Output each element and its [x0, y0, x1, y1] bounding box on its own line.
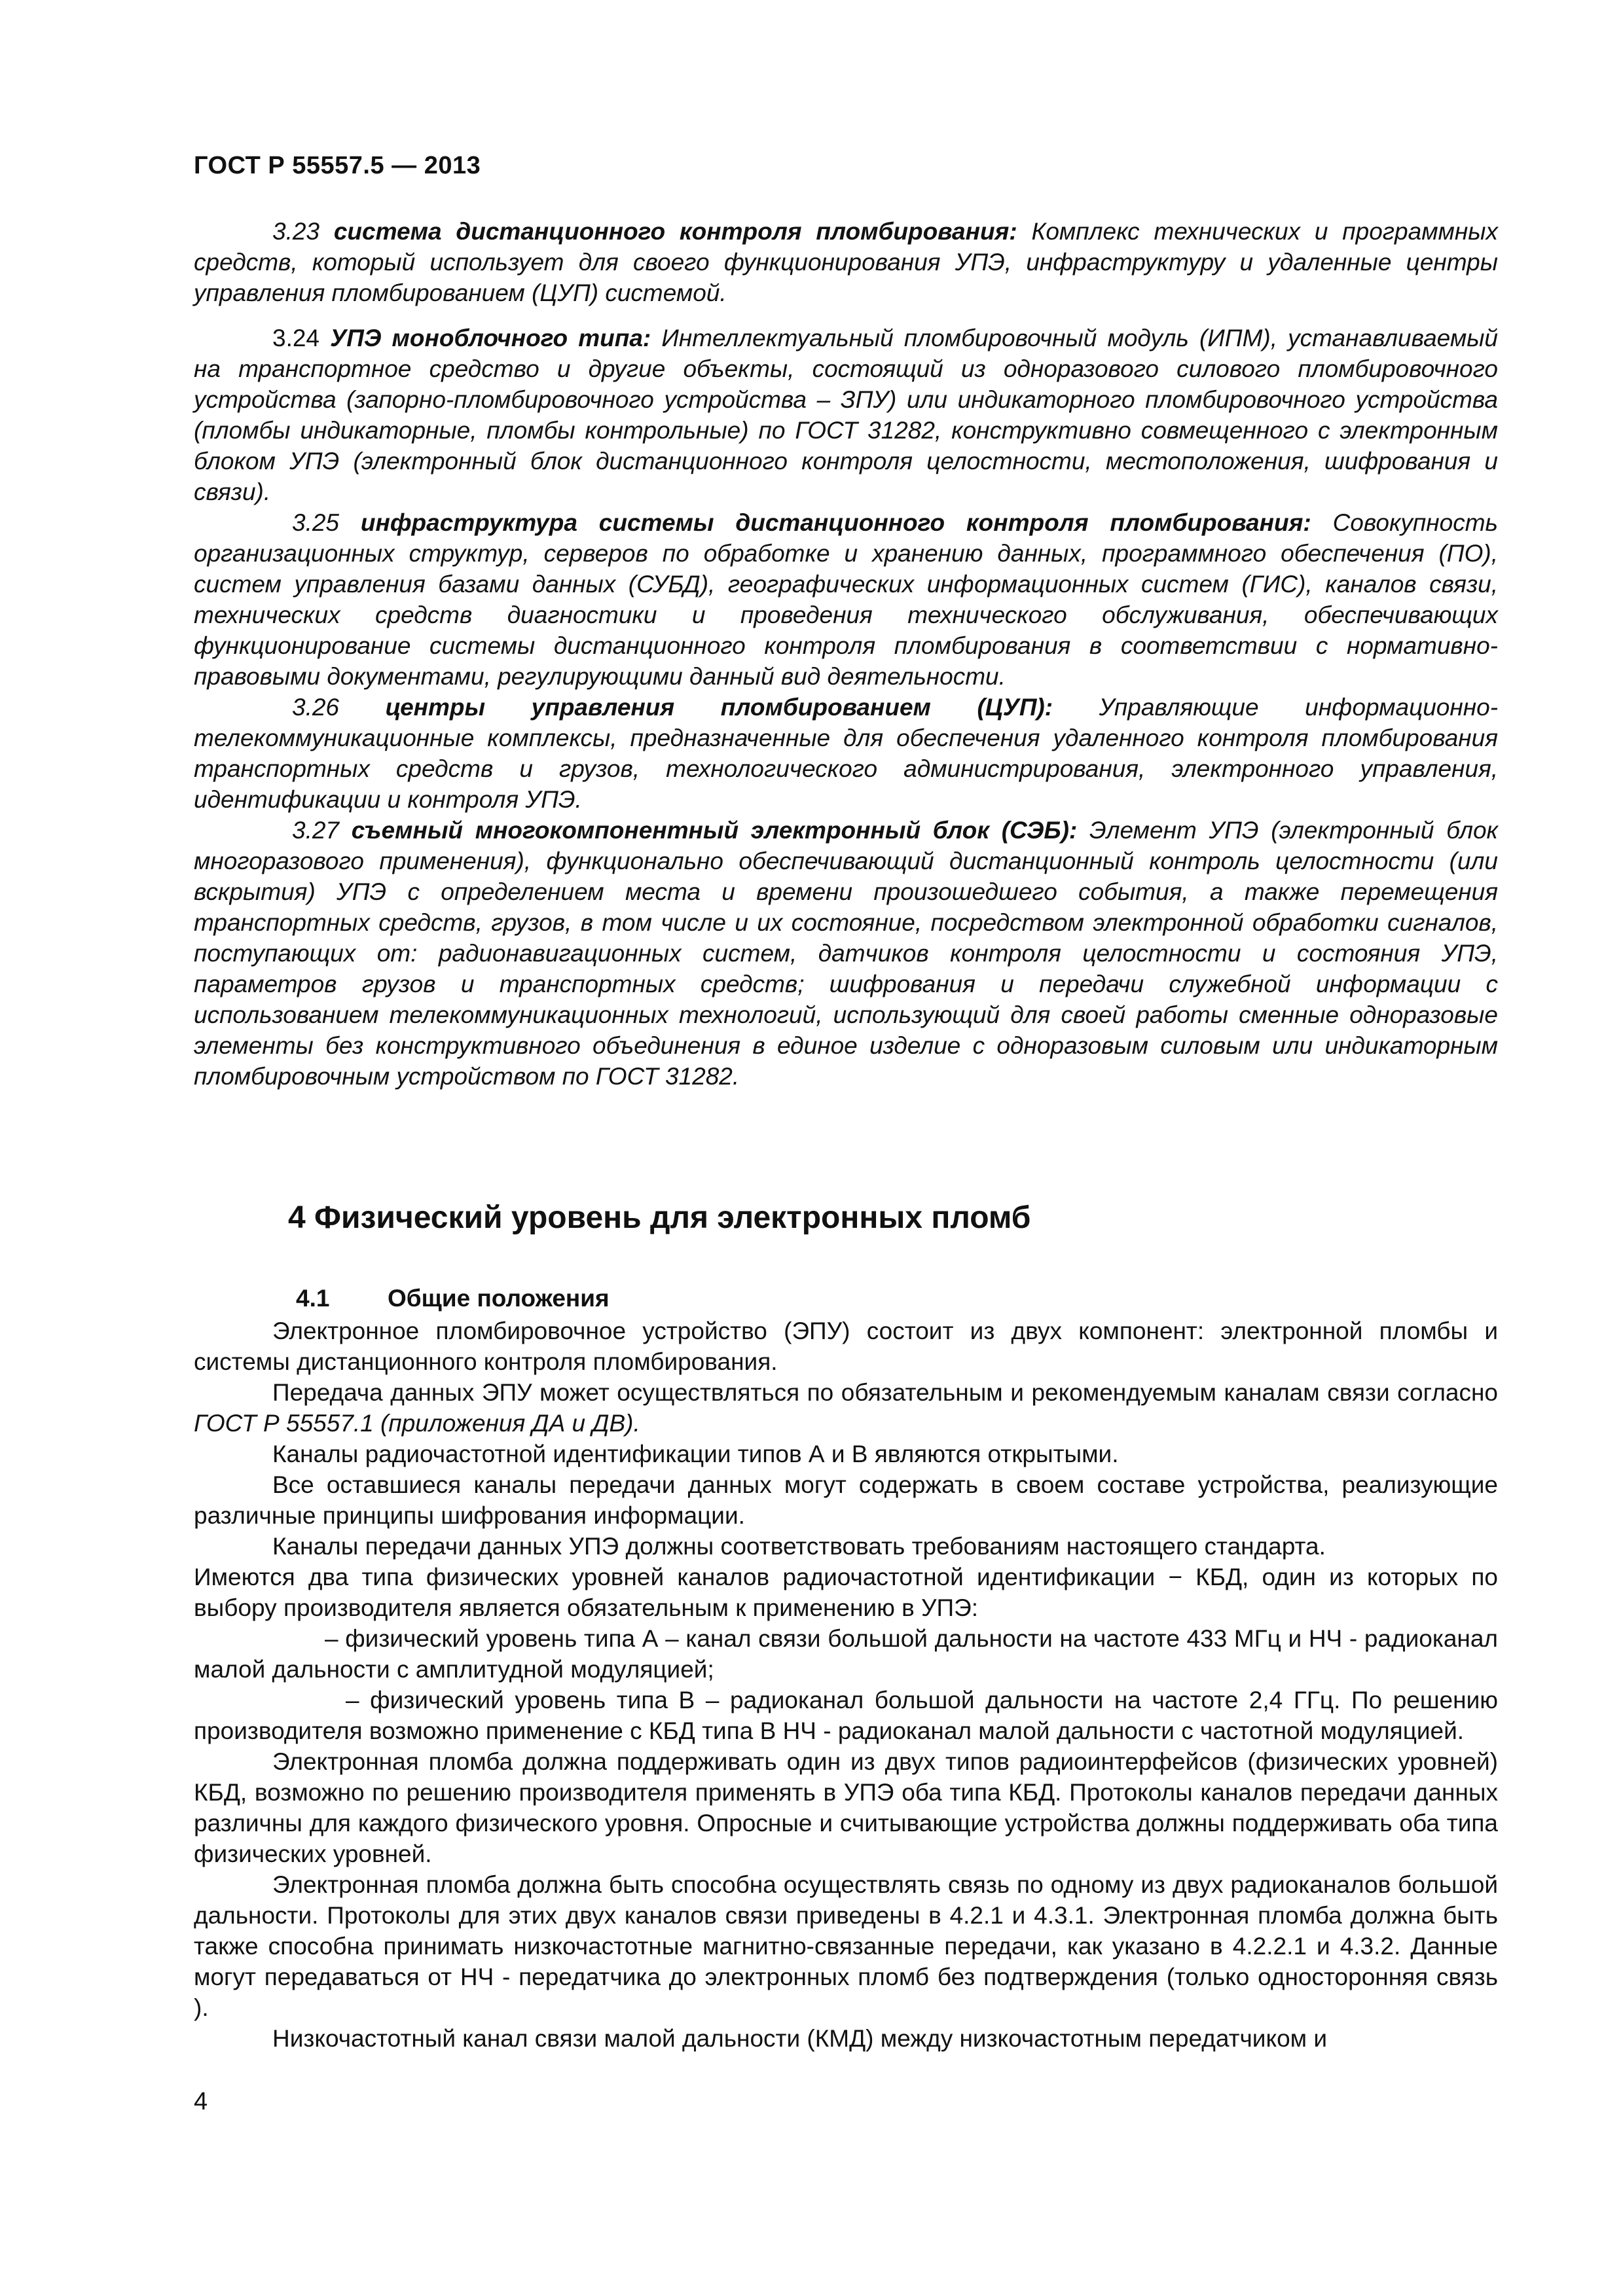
running-header: ГОСТ Р 55557.5 — 2013: [194, 152, 481, 179]
section-title: 4 Физический уровень для электронных пломб: [288, 1200, 1031, 1235]
paragraph: Электронная пломба должна поддерживать один из двух типов радиоинтерфейсов (физических уровней) КБД, возможно по решению производителя применять в УПЭ оба типа КБД. Протоколы каналов передачи данных различны для каждого физического уровня. Опросные и считывающие устройства должны поддерживать оба типа физических уровней.: [194, 1748, 1498, 1867]
list-item: – физический уровень типа А – канал связи большой дальности на частоте 433 МГц и НЧ - радиоканал малой дальности с амплитудной модуляцией;: [194, 1625, 1498, 1683]
definition-term: съемный многокомпонентный электронный блок (СЭБ):: [351, 817, 1078, 844]
definition-3-26: 3.26 центры управления пломбированием (ЦУП): Управляющие информационно-телекоммуникационные комплексы, предназначенные для обеспечения удаленного контроля пломбирования транспортных средств и грузов, технологического администрирования, электронного управления, идентификации и контроля УПЭ.: [194, 694, 1499, 813]
subsection-number: 4.1: [296, 1285, 330, 1312]
definition-3-24: 3.24 УПЭ моноблочного типа: Интеллектуальный пломбировочный модуль (ИПМ), устанавливаемый на транспортное средство и другие объекты, состоящий из одноразового силового пломбировочного устройства (запорно-пломбировочного устройства – ЗПУ) или индикаторного пломбировочного устройства (пломбы индикаторные, пломбы контрольные) по ГОСТ 31282, конструктивно совмещенного с электронным блоком УПЭ (электронный блок дистанционного контроля целостности, местоположения, шифрования и связи).: [194, 325, 1499, 505]
definition-3-27: 3.27 съемный многокомпонентный электронный блок (СЭБ): Элемент УПЭ (электронный блок многоразового применения), функционально обеспечивающий дистанционный контроль целостности (или вскрытия) УПЭ с определением места и времени произошедшего события, а также перемещения транспортных средств, грузов, в том числе и их состояние, посредством электронной обработки сигналов, поступающих от: радионавигационных систем, датчиков контроля целостности и состояния УПЭ, параметров грузов и транспортных средств; шифрования и передачи служебной информации с использованием телекоммуникационных технологий, использующий для своей работы сменные одноразовые элементы без конструктивного объединения в единое изделие с одноразовым силовым или индикаторным пломбировочным устройством по ГОСТ 31282.: [194, 817, 1498, 1090]
paragraph: Каналы радиочастотной идентификации типов А и В являются открытыми.: [272, 1441, 1119, 1467]
subsection-title: [296, 1285, 610, 1312]
paragraph: Имеются два типа физических уровней каналов радиочастотной идентификации − КБД, один из которых по выбору производителя является обязательным к применению в УПЭ:: [194, 1564, 1498, 1621]
paragraph: Низкочастотный канал связи малой дальности (КМД) между низкочастотным передатчиком и: [272, 2025, 1328, 2052]
paragraph: Каналы передачи данных УПЭ должны соответствовать требованиям настоящего стандарта.: [272, 1533, 1326, 1560]
definition-term: система дистанционного контроля пломбирования:: [333, 218, 1017, 245]
subsection-label: Общие положения: [388, 1285, 610, 1312]
paragraph: Электронная пломба должна быть способна осуществлять связь по одному из двух радиоканалов большой дальности. Протоколы для этих двух каналов связи приведены в 4.2.1 и 4.3.1. Электронная пломба должна быть также способна принимать низкочастотные магнитно-связанные передачи, как указано в 4.2.2.1 и 4.3.2. Данные могут передаваться от НЧ - передатчика до электронных пломб без подтверждения (только односторонняя связь ).: [194, 1871, 1498, 2021]
definitions-block: [194, 216, 1498, 1092]
paragraph: Передача данных ЭПУ может осуществляться по обязательным и рекомендуемым каналам связи согласно ГОСТ Р 55557.1 (приложения ДА и ДВ).: [194, 1379, 1498, 1437]
definition-term: инфраструктура системы дистанционного контроля пломбирования:: [360, 509, 1311, 536]
definition-3-25: 3.25 инфраструктура системы дистанционного контроля пломбирования: Совокупность организационных структур, серверов по обработке и хранению данных, программного обеспечения (ПО), систем управления базами данных (СУБД), географических информационных систем (ГИС), каналов связи, технических средств диагностики и проведения технического обслуживания, обеспечивающих функционирование системы дистанционного контроля пломбирования в соответствии с нормативно-правовыми документами, регулирующими данный вид деятельности.: [194, 509, 1498, 690]
section-body: [194, 1316, 1498, 2054]
list-item: – физический уровень типа В – радиоканал большой дальности на частоте 2,4 ГГц. По решению производителя возможно применение с КБД типа В НЧ - радиоканал малой дальности с частотной модуляцией.: [194, 1687, 1498, 1744]
definition-term: центры управления пломбированием (ЦУП):: [385, 694, 1053, 721]
standard-reference: ГОСТ Р 55557.1 (приложения ДА и ДВ).: [194, 1410, 640, 1437]
definition-term: УПЭ моноблочного типа:: [330, 325, 651, 351]
paragraph: Все оставшиеся каналы передачи данных могут содержать в своем составе устройства, реализующие различные принципы шифрования информации.: [194, 1471, 1498, 1529]
definition-3-23: 3.23 система дистанционного контроля пломбирования: Комплекс технических и программных средств, который использует для своего функционирования УПЭ, инфраструктуру и удаленные центры управления пломбированием (ЦУП) системой.: [194, 218, 1499, 306]
page-number: 4: [194, 2088, 208, 2115]
paragraph: Электронное пломбировочное устройство (ЭПУ) состоит из двух компонент: электронной пломбы и системы дистанционного контроля пломбирования.: [194, 1318, 1498, 1375]
